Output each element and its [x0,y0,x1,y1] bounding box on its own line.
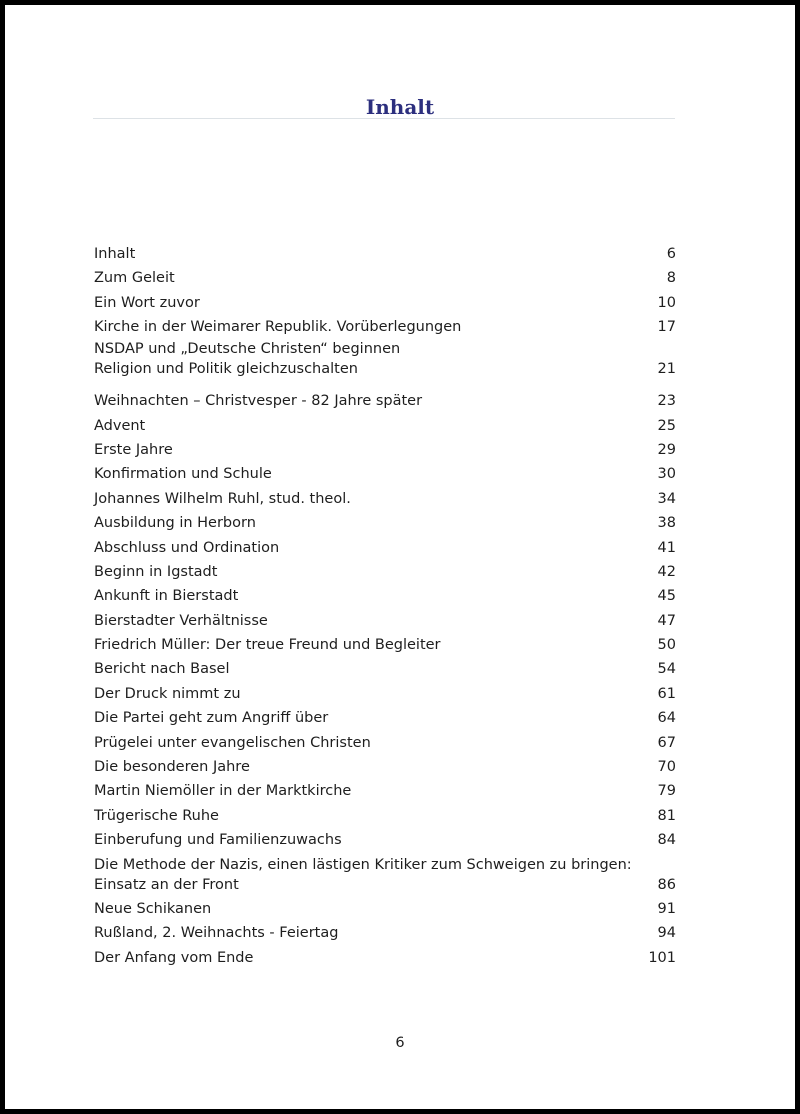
toc-entry [94,244,676,264]
toc-entry-title: Prügelei unter evangelischen Christen [94,734,371,751]
toc-entry [94,538,676,558]
toc-entry-page: 81 [657,807,676,824]
toc-entry [94,513,676,533]
toc-entry [94,489,676,509]
toc-entry-page: 38 [657,515,676,532]
toc-entry [94,899,676,919]
toc-entry [94,317,676,337]
toc-entry-title: Johannes Wilhelm Ruhl, stud. theol. [94,490,351,507]
toc-entry [94,391,676,411]
toc-entry [94,562,676,582]
toc-entry-page: 34 [657,490,676,507]
toc-entry-title: Ausbildung in Herborn [94,515,256,532]
toc-entry-title: Die Partei geht zum Angriff über [94,710,329,727]
toc-entry-page: 54 [657,661,676,678]
toc-entry [94,611,676,631]
toc-entry-title: Zum Geleit [94,270,175,287]
toc-entry-page: 41 [657,539,676,556]
toc-entry [94,708,676,728]
toc-entry-title: Neue Schikanen [94,900,212,917]
toc-entry-title: Der Anfang vom Ende [94,949,254,966]
toc-entry-page: 23 [657,393,676,410]
toc-entry [94,684,676,704]
toc-entry [94,948,676,968]
toc-entry-title: Rußland, 2. Weihnachts - Feiertag [94,925,339,942]
toc-entry-page: 94 [657,925,676,942]
toc-entry-title: Friedrich Müller: Der treue Freund und Begleiter [94,637,441,654]
toc-entry-page: 61 [657,685,676,702]
toc-entry-page: 86 [657,876,676,893]
toc-entry [94,806,676,826]
toc-entry-title: Ein Wort zuvor [94,294,200,311]
toc-entry-page: 21 [657,361,676,378]
page-number: 6 [395,1035,405,1051]
toc-entry [94,268,676,288]
toc-entry [94,339,676,379]
toc-entry [94,635,676,655]
toc-entry-title: NSDAP und „Deutsche Christen“ beginnen Religion und Politik gleichzuschalten [94,341,401,378]
table-of-contents [94,244,676,972]
toc-entry [94,440,676,460]
toc-entry-page: 10 [657,294,676,311]
toc-entry-title: Weihnachten – Christvesper - 82 Jahre später [94,393,423,410]
toc-entry-page: 70 [657,759,676,776]
toc-entry-title: Trügerische Ruhe [94,807,219,824]
toc-entry-page: 64 [657,710,676,727]
toc-entry [94,757,676,777]
toc-entry-title: Die besonderen Jahre [94,759,250,776]
toc-entry-title: Der Druck nimmt zu [94,685,241,702]
toc-entry [94,586,676,606]
toc-entry-title: Bierstadter Verhältnisse [94,612,268,629]
toc-entry-page: 30 [657,466,676,483]
toc-entry [94,464,676,484]
toc-entry-title: Bericht nach Basel [94,661,230,678]
toc-entry-page: 50 [657,637,676,654]
toc-entry-title: Konfirmation und Schule [94,466,272,483]
toc-entry-page: 8 [666,270,676,287]
toc-entry [94,923,676,943]
page-title: Inhalt [365,95,435,119]
toc-entry [94,781,676,801]
toc-entry-title: Martin Niemöller in der Marktkirche [94,783,352,800]
toc-entry [94,293,676,313]
toc-entry-page: 84 [657,832,676,849]
toc-entry-page: 25 [657,417,676,434]
toc-entry-title: Advent [94,417,146,434]
toc-entry [94,659,676,679]
toc-entry-title: Abschluss und Ordination [94,539,280,556]
title-divider [93,118,675,119]
toc-entry [94,416,676,436]
toc-entry-page: 79 [657,783,676,800]
book-page [5,5,795,1109]
toc-entry-page: 29 [657,441,676,458]
toc-entry-title: Die Methode der Nazis, einen lästigen Kritiker zum Schweigen zu bringen: Einsatz an der Front [94,856,632,893]
toc-entry-page: 45 [657,588,676,605]
toc-entry-page: 42 [657,563,676,580]
toc-entry-title: Erste Jahre [94,441,173,458]
toc-entry-title: Ankunft in Bierstadt [94,588,239,605]
toc-entry-title: Beginn in Igstadt [94,563,218,580]
toc-entry-page: 67 [657,734,676,751]
toc-entry [94,830,676,850]
toc-entry-title: Einberufung und Familienzuwachs [94,832,342,849]
toc-entry-page: 101 [648,949,676,966]
toc-entry-page: 17 [657,319,676,336]
toc-entry [94,855,676,895]
toc-entry-title: Kirche in der Weimarer Republik. Vorüberlegungen [94,319,462,336]
toc-entry-page: 91 [657,900,676,917]
toc-entry-title: Inhalt [94,246,136,262]
toc-entry-page: 6 [666,246,676,262]
toc-entry-page: 47 [657,612,676,629]
toc-entry [94,733,676,753]
